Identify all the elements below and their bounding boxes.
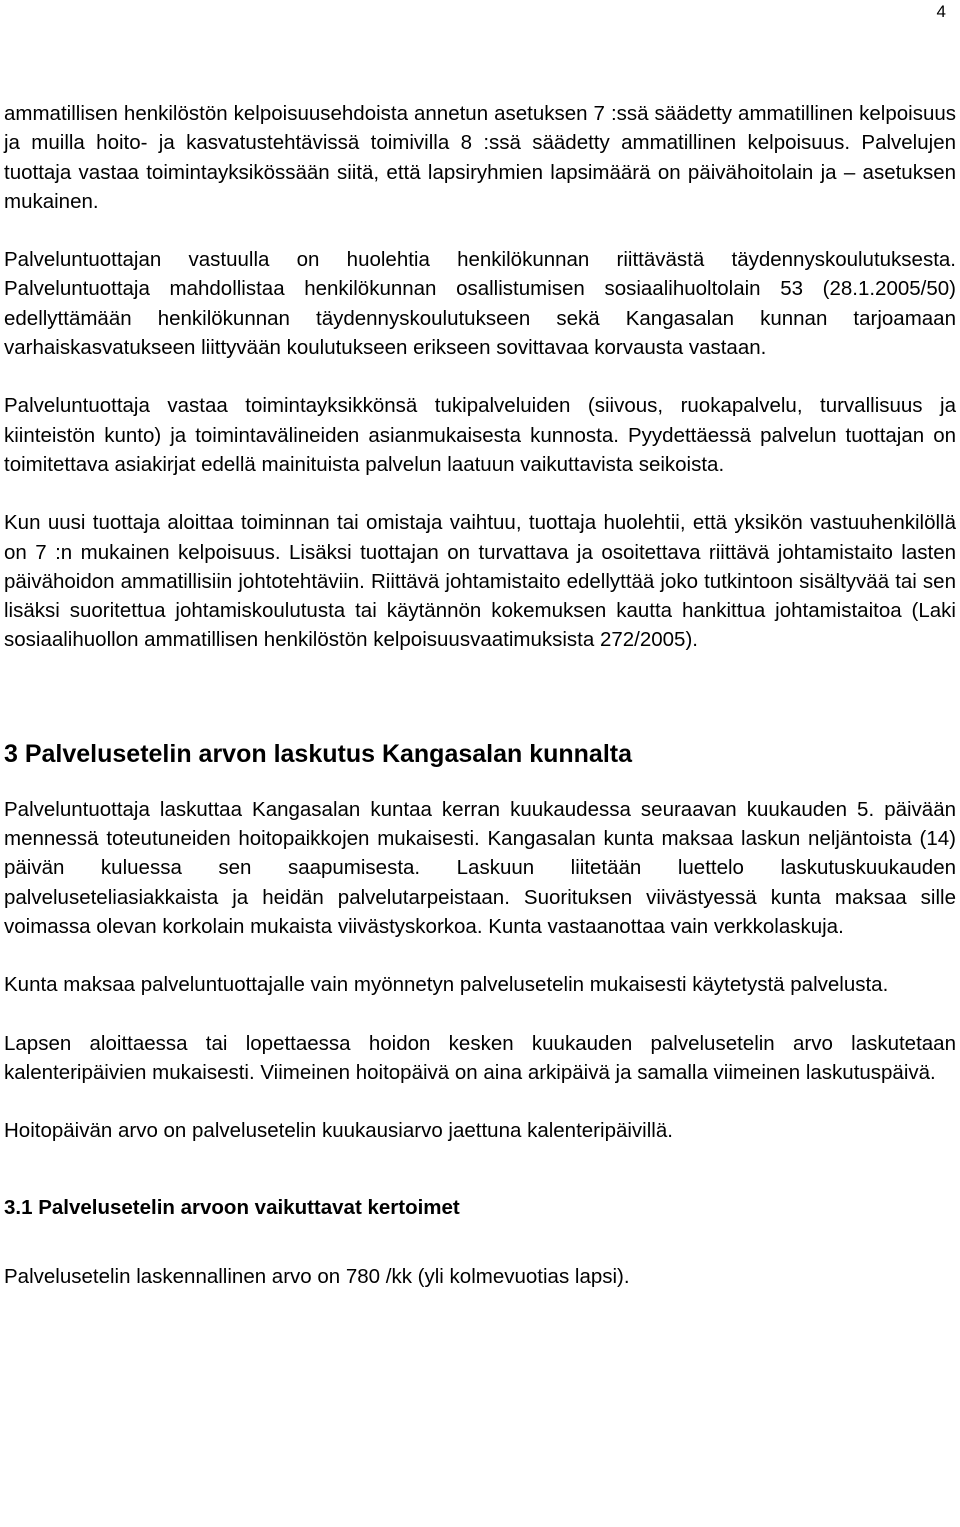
paragraph-support-services: Palveluntuottaja vastaa toimintayksikkönsä tukipalveluiden (siivous, ruokapalvelu, turvallisuus ja kiinteistön kunto) ja toimintavälineiden asianmukaisesta kunnosta. Pyydettäessä palvelun tuottajan on toimitettava asiakirjat edellä mainituista palvelun laatuun vaikuttavista seikoista. [4, 394, 956, 476]
paragraph-daily-value: Hoitopäivän arvo on palvelusetelin kuukausiarvo jaettuna kalenteripäivillä. [4, 1119, 673, 1143]
paragraph-voucher-value: Palvelusetelin laskennallinen arvo on 780 /kk (yli kolmevuotias lapsi). [4, 1265, 630, 1289]
paragraph-municipality-pays: Kunta maksaa palveluntuottajalle vain myönnetyn palvelusetelin mukaisesti käytetystä palvelusta. [4, 973, 889, 997]
paragraph-supplementary-training: Palveluntuottajan vastuulla on huolehtia henkilökunnan riittävästä täydennyskoulutuksesta. Palveluntuottaja mahdollistaa henkilökunnan osallistumisen sosiaalihuoltolain 53 (28.1.2005/50) edellyttämään henkilökunnan täydennyskoulutukseen sekä Kangasalan kunnan tarjoamaan varhaiskasvatukseen liittyvään koulutukseen erikseen sovittavaa korvausta vastaan. [4, 248, 956, 360]
page-number: 4 [936, 2, 946, 21]
section-heading-3-1: 3.1 Palvelusetelin arvoon vaikuttavat kertoimet [4, 1196, 460, 1220]
paragraph-invoicing: Palveluntuottaja laskuttaa Kangasalan kuntaa kerran kuukaudessa seuraavan kuukauden 5. päivään mennessä toteutuneiden hoitopaikkojen mukaisesti. Kangasalan kunta maksaa laskun neljäntoista (14) päivän kuluessa sen saapumisesta. Laskuun liitetään luettelo laskutuskuukauden palveluseteliasiakkaista ja heidän palvelutarpeistaan. Suorituksen viivästyessä kunta maksaa sille voimassa olevan korkolain mukaista viivästyskorkoa. Kunta vastaanottaa vain verkkolaskuja. [4, 797, 956, 938]
paragraph-new-provider: Kun uusi tuottaja aloittaa toiminnan tai omistaja vaihtuu, tuottaja huolehtii, että yksikön vastuuhenkilöllä on 7 :n mukainen kelpoisuus. Lisäksi tuottajan on turvattava ja osoitettava riittävä johtamistaito lasten päivähoidon ammatillisiin johtotehtäviin. Riittävä johtamistaito edellyttää joko tutkintoon sisältyvää tai sen lisäksi suoritettua johtamiskoulutusta tai käytännön kokemuksen kautta hankittua johtamistaitoa (Laki sosiaalihuollon ammatillisen henkilöstön kelpoisuusvaatimuksista 272/2005). [4, 511, 956, 652]
paragraph-mid-month-start: Lapsen aloittaessa tai lopettaessa hoidon kesken kuukauden palvelusetelin arvo laskutetaan kalenteripäivien mukaisesti. Viimeinen hoitopäivä on aina arkipäivä ja samalla viimeinen laskutuspäivä. [4, 1031, 956, 1084]
paragraph-staff-qualifications: ammatillisen henkilöstön kelpoisuusehdoista annetun asetuksen 7 :ssä säädetty ammatillinen kelpoisuus ja muilla hoito- ja kasvatustehtävissä toimivilla 8 :ssä säädetty ammatillinen kelpoisuus. Palvelujen tuottaja vastaa toimintayksikössään siitä, että lapsiryhmien lapsimäärä on päivähoitolain ja – asetuksen mukainen. [4, 102, 956, 213]
document-body [4, 99, 956, 1292]
section-heading-3: 3 Palvelusetelin arvon laskutus Kangasalan kunnalta [4, 739, 633, 768]
